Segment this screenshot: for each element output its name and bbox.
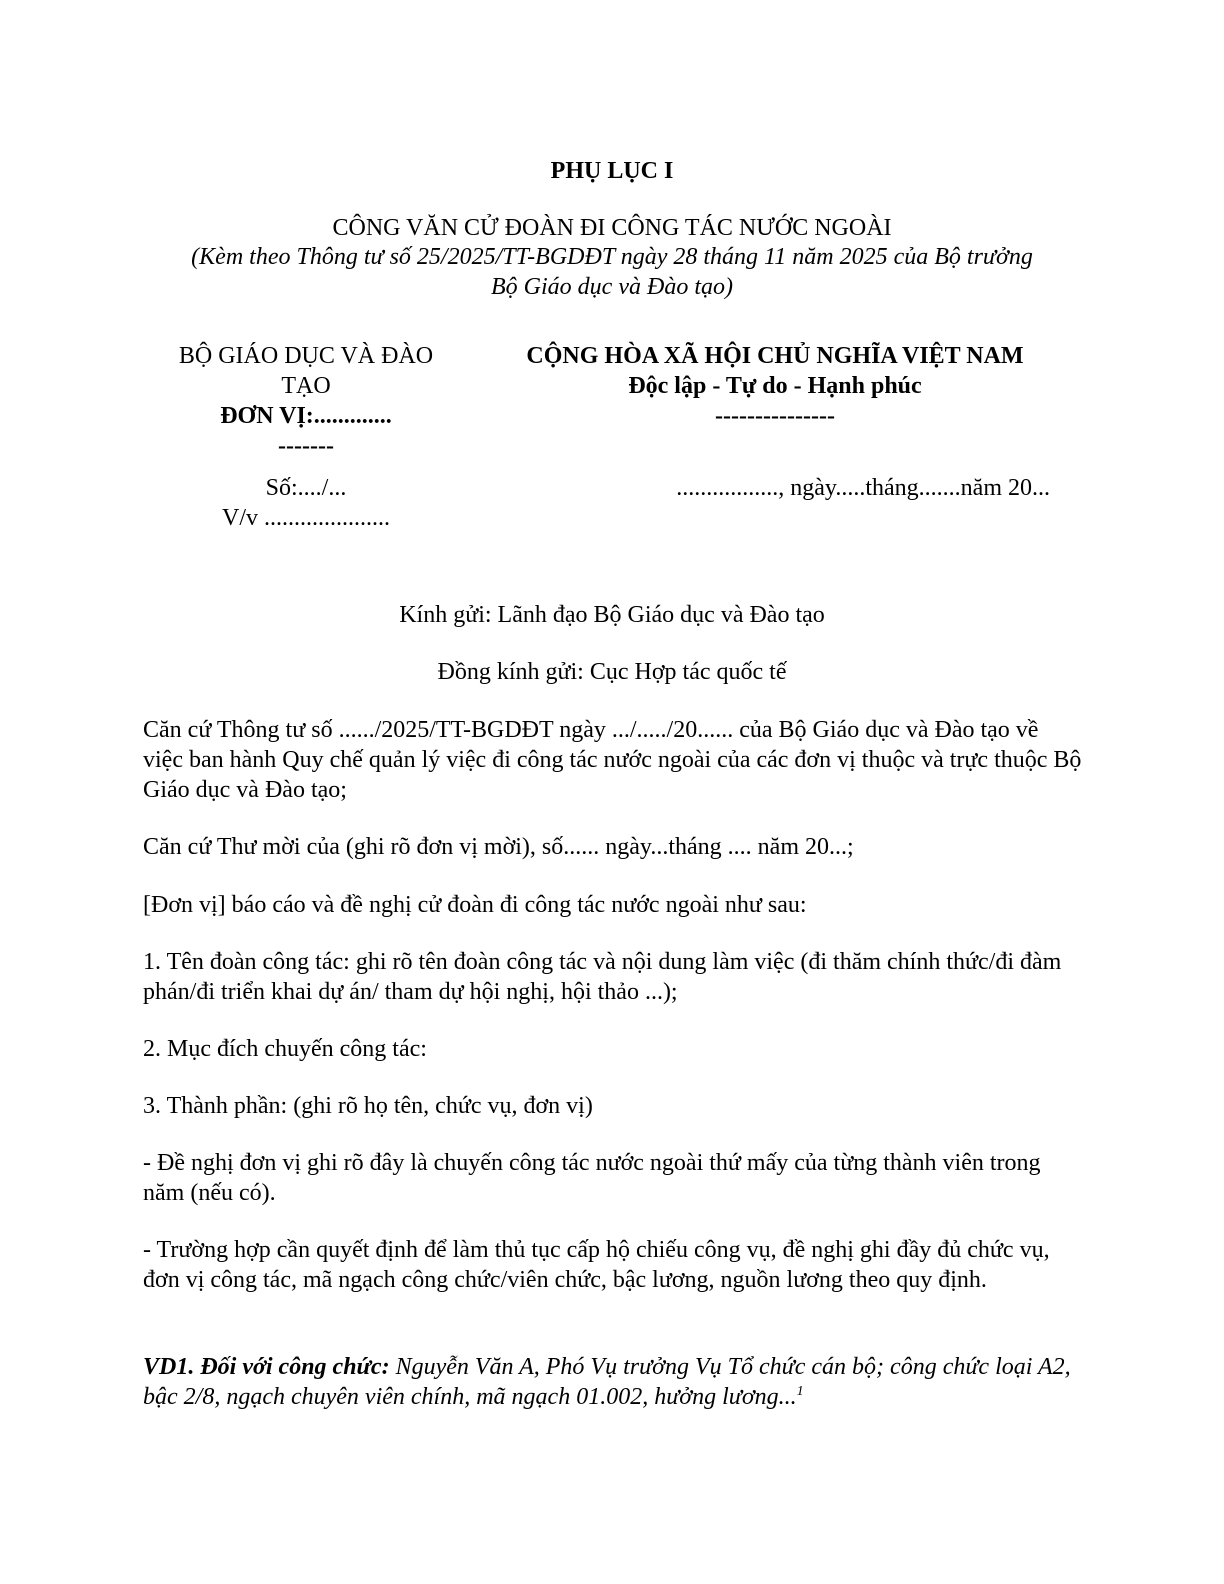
unit-label: ĐƠN VỊ:............. xyxy=(220,403,392,429)
item-delegation-name: 1. Tên đoàn công tác: ghi rõ tên đoàn công tác và nội dung làm việc (đi thăm chính thức/đi đàm phán/đi triển khai dự án/ tham dự hội nghị, hội thảo ...); xyxy=(143,949,1062,1005)
issuer-divider: ------- xyxy=(278,433,334,459)
national-header xyxy=(480,341,1070,431)
document-title: CÔNG VĂN CỬ ĐOÀN ĐI CÔNG TÁC NƯỚC NGOÀI xyxy=(332,215,892,241)
attachment-note xyxy=(140,242,1084,302)
item-members: 3. Thành phần: (ghi rõ họ tên, chức vụ, đơn vị) xyxy=(143,1093,593,1119)
attachment-line-2: Bộ Giáo dục và Đào tạo) xyxy=(491,274,733,300)
recipient-primary: Kính gửi: Lãnh đạo Bộ Giáo dục và Đào tạo xyxy=(399,602,825,628)
document-subject: V/v ..................... xyxy=(222,505,390,531)
ministry-name-line-2: TẠO xyxy=(281,373,331,399)
example-paragraph xyxy=(143,1352,1083,1412)
country-name: CỘNG HÒA XÃ HỘI CHỦ NGHĨA VIỆT NAM xyxy=(526,343,1024,369)
national-divider: --------------- xyxy=(715,403,835,429)
note-trip-count: - Đề nghị đơn vị ghi rõ đây là chuyến công tác nước ngoài thứ mấy của từng thành viên trong năm (nếu có). xyxy=(143,1150,1041,1206)
document-number-block xyxy=(160,473,452,533)
place-date-line: ................., ngày.....tháng.......năm 20... xyxy=(676,475,1050,501)
issuer-header xyxy=(160,341,452,461)
document-number: Số:..../... xyxy=(265,475,347,501)
footnote-ref[interactable]: 1 xyxy=(796,1384,804,1399)
legal-basis-paragraph-1: Căn cứ Thông tư số ....../2025/TT-BGDĐT ngày .../...../20...... của Bộ Giáo dục và Đào tạo về việc ban hành Quy chế quản lý việc đi công tác nước ngoài của các đơn vị thuộc và trực thuộc Bộ Giáo dục và Đào tạo; xyxy=(143,717,1082,803)
ministry-name-line-1: BỘ GIÁO DỤC VÀ ĐÀO xyxy=(178,343,434,369)
example-label: VD1. Đối với công chức: xyxy=(143,1354,390,1380)
report-paragraph: [Đơn vị] báo cáo và đề nghị cử đoàn đi công tác nước ngoài như sau: xyxy=(143,892,807,918)
item-purpose: 2. Mục đích chuyến công tác: xyxy=(143,1036,427,1062)
legal-basis-paragraph-2: Căn cứ Thư mời của (ghi rõ đơn vị mời), số...... ngày...tháng .... năm 20...; xyxy=(143,834,854,860)
national-motto: Độc lập - Tự do - Hạnh phúc xyxy=(628,373,922,399)
example-text: Nguyễn Văn A, Phó Vụ trưởng Vụ Tổ chức cán bộ; công chức loại A2, bậc 2/8, ngạch chuyên viên chính, mã ngạch 01.002, hưởng lương... xyxy=(143,1354,1071,1410)
appendix-title: PHỤ LỤC I xyxy=(550,158,674,184)
note-passport: - Trường hợp cần quyết định để làm thủ tục cấp hộ chiếu công vụ, đề nghị ghi đầy đủ chức vụ, đơn vị công tác, mã ngạch công chức/viên chức, bậc lương, nguồn lương theo quy định. xyxy=(143,1237,1050,1293)
attachment-line-1: (Kèm theo Thông tư số 25/2025/TT-BGDĐT ngày 28 tháng 11 năm 2025 của Bộ trưởng xyxy=(191,244,1033,270)
recipient-cc: Đồng kính gửi: Cục Hợp tác quốc tế xyxy=(437,659,787,685)
